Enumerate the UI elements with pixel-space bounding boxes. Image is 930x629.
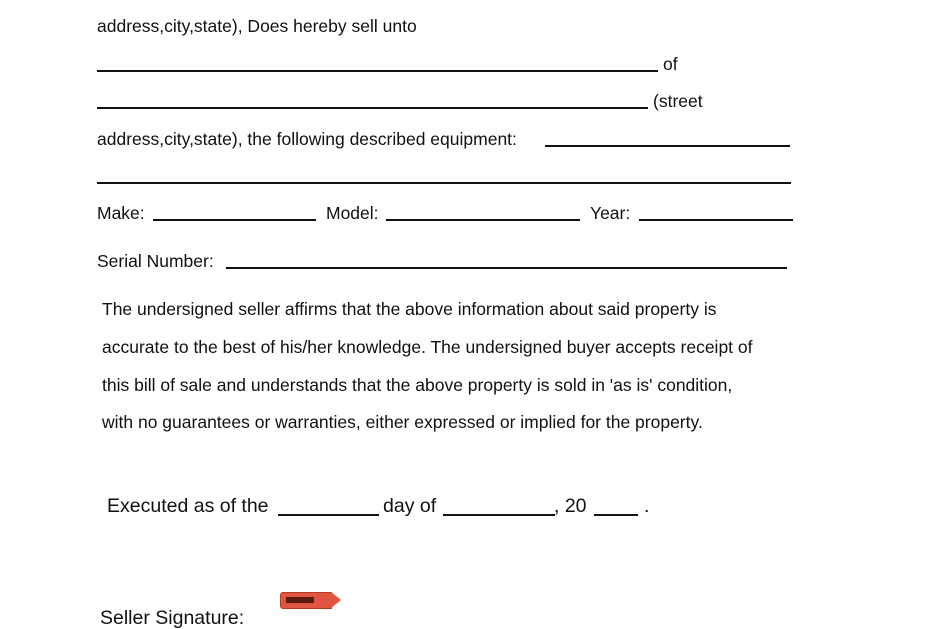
text-line-1: address,city,state), Does hereby sell unto [97,16,417,36]
make-field[interactable] [153,219,316,221]
model-label: Model: [326,203,379,223]
equipment-field-2[interactable] [97,182,791,184]
executed-label: Executed as of the [107,495,269,517]
paragraph-line: this bill of sale and understands that the above property is sold in 'as is' condition, [102,375,733,395]
year-field[interactable] [639,219,793,221]
text-of: of [663,54,678,74]
serial-number-field[interactable] [226,267,787,269]
executed-day-field[interactable] [278,514,379,516]
buyer-address-field[interactable] [97,107,648,109]
text-equipment: address,city,state), the following described equipment: [97,129,517,149]
sign-here-tag-icon [286,597,314,603]
equipment-field-1[interactable] [545,145,790,147]
paragraph-line: with no guarantees or warranties, either expressed or implied for the property. [102,412,703,432]
model-field[interactable] [386,219,580,221]
sign-here-tag[interactable] [280,592,332,609]
buyer-name-field[interactable] [97,70,658,72]
text-street: (street [653,91,703,111]
executed-month-field[interactable] [443,514,555,516]
paragraph-line: The undersigned seller affirms that the above information about said property is [102,299,717,319]
paragraph-line: accurate to the best of his/her knowledge. The undersigned buyer accepts receipt of [102,337,753,357]
serial-label: Serial Number: [97,251,214,271]
make-label: Make: [97,203,145,223]
seller-signature-label: Seller Signature: [100,607,245,629]
year-prefix-label: , 20 [554,495,587,517]
period: . [644,495,650,517]
day-of-label: day of [383,495,437,517]
year-label: Year: [590,203,631,223]
executed-year-field[interactable] [594,514,638,516]
